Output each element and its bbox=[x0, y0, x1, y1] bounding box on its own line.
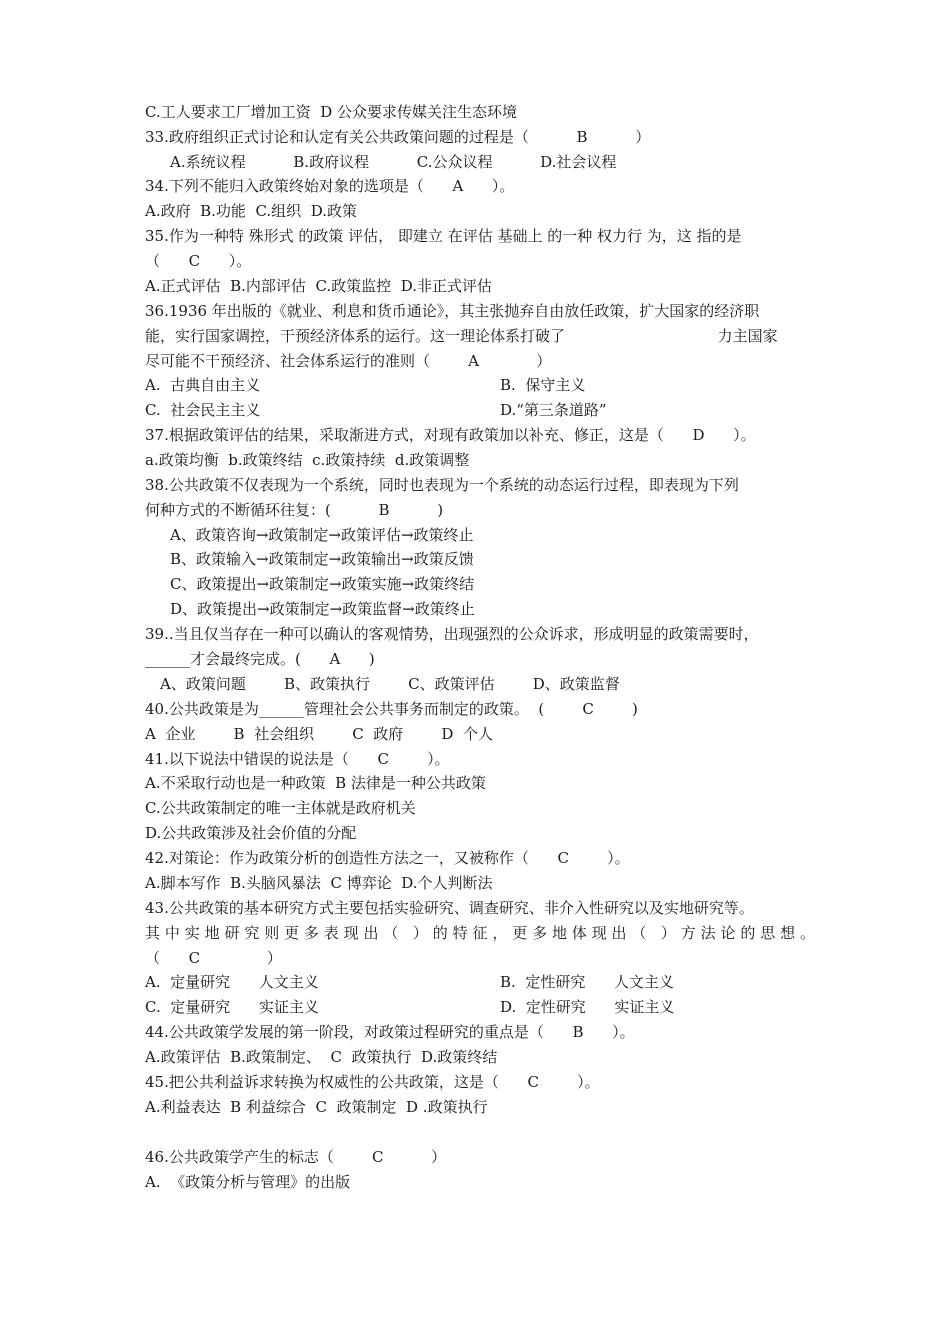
q36-question-line3: 尽可能不干预经济、社会体系运行的准则（ A ） bbox=[145, 352, 552, 370]
q39-options: A、政策问题 B、政策执行 C、政策评估 D、政策监督 bbox=[160, 675, 620, 693]
q38-question-line2: 何种方式的不断循环往复：( B ) bbox=[145, 501, 444, 519]
q33-question: 33.政府组织正式讨论和认定有关公共政策问题的过程是（ B ） bbox=[145, 128, 651, 146]
q45-question: 45.把公共利益诉求转换为权威性的公共政策，这是（ C ）。 bbox=[145, 1073, 600, 1091]
q40-question: 40.公共政策是为______管理社会公共事务而制定的政策。 ( C ) bbox=[145, 700, 638, 718]
q34-question: 34.下列不能归入政策终始对象的选项是（ A ）。 bbox=[145, 177, 515, 195]
q43-option-a: A. 定量研究 人文主义 bbox=[145, 973, 319, 991]
q36-question-line1: 36.1936 年出版的《就业、利息和货币通论》，其主张抛弃自由放任政策，扩大国家的经济职 bbox=[145, 302, 760, 320]
q38-option-a: A、政策咨询→政策制定→政策评估→政策终止 bbox=[170, 526, 474, 544]
q44-options: A.政策评估 B.政策制定、 C 政策执行 D.政策终结 bbox=[145, 1048, 498, 1066]
q41-option-c: C.公共政策制定的唯一主体就是政府机关 bbox=[145, 799, 416, 817]
q37-options: a.政策均衡 b.政策终结 c.政策持续 d.政策调整 bbox=[145, 451, 470, 469]
q36-option-c: C. 社会民主主义 bbox=[145, 401, 261, 419]
q43-option-c: C. 定量研究 实证主义 bbox=[145, 998, 319, 1016]
q38-option-b: B、政策输入→政策制定→政策输出→政策反馈 bbox=[170, 550, 474, 568]
q41-option-d: D.公共政策涉及社会价值的分配 bbox=[145, 824, 357, 842]
q36-option-a: A. 古典自由主义 bbox=[145, 376, 261, 394]
q46-option-a: A. 《政策分析与管理》的出版 bbox=[145, 1173, 351, 1191]
q42-question: 42.对策论：作为政策分析的创造性方法之一，又被称作（ C ）。 bbox=[145, 849, 630, 867]
q43-question-line1: 43.公共政策的基本研究方式主要包括实验研究、调查研究、非介入性研究以及实地研究等。 bbox=[145, 899, 754, 917]
q42-options: A.脚本写作 B.头脑风暴法 C 博弈论 D.个人判断法 bbox=[145, 874, 493, 892]
q35-question-line1: 35.作为一种特 殊形式 的政策 评估， 即建立 在评估 基础上 的一种 权力行 为，这 指的是 bbox=[145, 227, 742, 245]
q35-question-line2: （ C ）。 bbox=[145, 252, 252, 270]
q34-options: A.政府 B.功能 C.组织 D.政策 bbox=[145, 202, 357, 220]
q44-question: 44.公共政策学发展的第一阶段，对政策过程研究的重点是（ B ）。 bbox=[145, 1023, 635, 1041]
q38-option-c: C、政策提出→政策制定→政策实施→政策终结 bbox=[170, 575, 475, 593]
q37-question: 37.根据政策评估的结果，采取渐进方式，对现有政策加以补充、修正，这是（ D ）。 bbox=[145, 426, 756, 444]
q39-question-line2: ______才会最终完成。( A ) bbox=[145, 650, 375, 668]
q40-options: A 企业 B 社会组织 C 政府 D 个人 bbox=[145, 725, 493, 743]
q38-question-line1: 38.公共政策不仅表现为一个系统，同时也表现为一个系统的动态运行过程，即表现为下列 bbox=[145, 476, 739, 494]
q33-options: A.系统议程 B.政府议程 C.公众议程 D.社会议程 bbox=[170, 153, 617, 171]
q39-question-line1: 39..当且仅当存在一种可以确认的客观情势，出现强烈的公众诉求，形成明显的政策需要时， bbox=[145, 625, 759, 643]
q43-question-line2: 其中实地研究则更多表现出（ ）的特征，更多地体现出（ ）方法论的思想。 bbox=[145, 924, 815, 942]
q43-question-line3: （ C ） bbox=[145, 949, 282, 967]
q36-question-line2: 能，实行国家调控，干预经济体系的运行。这一理论体系打破了 力主国家 bbox=[145, 327, 778, 345]
q36-option-d: D.“第三条道路” bbox=[500, 401, 607, 419]
q45-options: A.利益表达 B 利益综合 C 政策制定 D .政策执行 bbox=[145, 1098, 488, 1116]
q35-options: A.正式评估 B.内部评估 C.政策监控 D.非正式评估 bbox=[145, 277, 492, 295]
q38-option-d: D、政策提出→政策制定→政策监督→政策终止 bbox=[170, 600, 475, 618]
q43-option-d: D. 定性研究 实证主义 bbox=[500, 998, 675, 1016]
q43-option-b: B. 定性研究 人文主义 bbox=[500, 973, 674, 991]
q36-option-b: B. 保守主义 bbox=[500, 376, 586, 394]
q46-question: 46.公共政策学产生的标志（ C ） bbox=[145, 1148, 447, 1166]
q32-option-line: C.工人要求工厂增加工资 D 公众要求传媒关注生态环境 bbox=[145, 103, 518, 121]
q41-question: 41.以下说法中错误的说法是（ C ）。 bbox=[145, 750, 450, 768]
q41-option-ab: A.不采取行动也是一种政策 B 法律是一种公共政策 bbox=[145, 774, 486, 792]
